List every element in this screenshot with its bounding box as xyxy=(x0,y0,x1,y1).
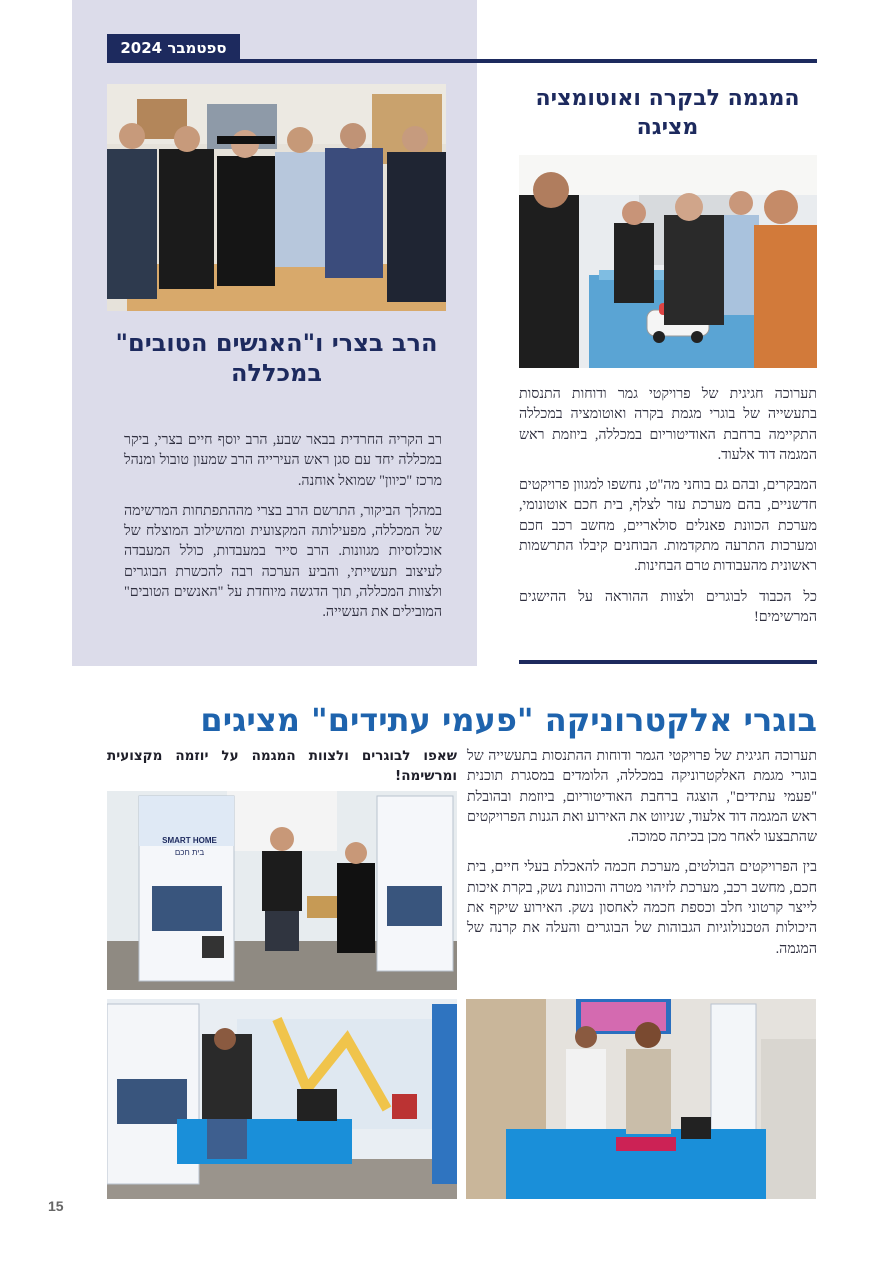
electronics-paragraph-2: בין הפרויקטים הבולטים, מערכת חכמה להאכלת בעלי חיים, בית חכם, מחשב רכב, מערכת לזיהוי מטרה והכוונת נשק, בקרת איכות לייצר קרטוני חלב וכספת חכמה לאחסון נשק. האירוע שיקף את היכולות הטכנולוגיות הגבוהות של הבוגרים והעלה את קרנה של המגמה. xyxy=(467,859,817,957)
electronics-exhibit-photo-left xyxy=(107,999,457,1199)
electronics-article-title: בוגרי אלקטרוניקה "פעמי עתידים" מציגים xyxy=(200,701,817,739)
rabbi-visit-group-photo xyxy=(107,84,446,311)
automation-paragraph-1: תערוכה חגיגית של פרויקטי גמר ודוחות התנסות בתעשייה של בוגרי מגמת בקרה ואוטומציה במכללה התקיימה ברחבת האודיטוריום במכללה, ביוזמת ראש המגמה דוד אלעוד. xyxy=(519,386,817,463)
automation-exhibition-photo xyxy=(519,155,817,368)
rabbi-article-title: הרב בצרי ו"האנשים הטובים" במכללה xyxy=(115,329,438,387)
automation-bottom-rule xyxy=(519,660,817,664)
automation-paragraph-3: כל הכבוד לבוגרים ולצוות ההוראה על ההישגים המרשימים! xyxy=(519,588,817,625)
smart-home-banner-subtitle: בית חכם xyxy=(174,848,205,857)
electronics-article-body xyxy=(467,746,817,969)
page-number: 15 xyxy=(48,1198,64,1214)
issue-date-tab: ספטמבר 2024 xyxy=(107,34,240,62)
automation-article-title: המגמה לבקרה ואוטומציה מציגה xyxy=(535,86,800,140)
electronics-caption: שאפו לבוגרים ולצוות המגמה על יוזמה מקצועית ומרשימה! xyxy=(107,748,457,784)
smart-home-banner-title: SMART HOME xyxy=(162,836,217,845)
rabbi-paragraph-2: במהלך הביקור, התרשם הרב בצרי מההתפתחות המרשימה של המכללה, מפעילותה המקצועית ומהשילוב המוצלח של אוכלוסיות מגוונות. הרב סייר במעבדות, כולל המעבדה לעיצוב תעשייתי, והביע הערכה רבה להכשרת הבוגרים ולצוות המכללה, תוך הדגשה מיוחדת על "האנשים הטובים" המובילים את העשייה. xyxy=(124,502,442,621)
electronics-smart-home-photo xyxy=(107,791,457,990)
automation-paragraph-2: המבקרים, ובהם גם בוחני מה"ט, נחשפו למגוון פרויקטים חדשניים, בהם מערכת עזר לצלף, בית חכם אוטונומי, מערכת הכוונת פאנלים סולאריים, מחשב רכב חכם ומערכות התרעה מתקדמות. הבוחנים קיבלו התרשמות ראשונית מהעבודות טרם הבחינות. xyxy=(519,477,817,575)
rabbi-paragraph-1: רב הקריה החרדית בבאר שבע, הרב יוסף חיים בצרי, ביקר במכללה יחד עם סגן ראש העירייה הרב שמעון טובול ומנהל מרכז "כיוון" שמואל אוחנה. xyxy=(124,432,442,489)
automation-article-body xyxy=(519,384,817,637)
rabbi-article-body xyxy=(124,430,442,633)
electronics-paragraph-1: תערוכה חגיגית של פרויקטי הגמר ודוחות ההתנסות בתעשייה של בוגרי מגמת האלקטרוניקה במכללה, הלומדים במסגרת תוכנית "פעמי עתידים", הוצגה ברחבת האודיטוריום, ביוזמת ובהובלת ראש המגמה דוד אלעוד, שניווט את האירוע ואת הגנות הפרויקטים שהתבצעו לאחר מכן בכיתה סמוכה. xyxy=(467,748,817,846)
electronics-exhibit-photo-right xyxy=(466,999,816,1199)
